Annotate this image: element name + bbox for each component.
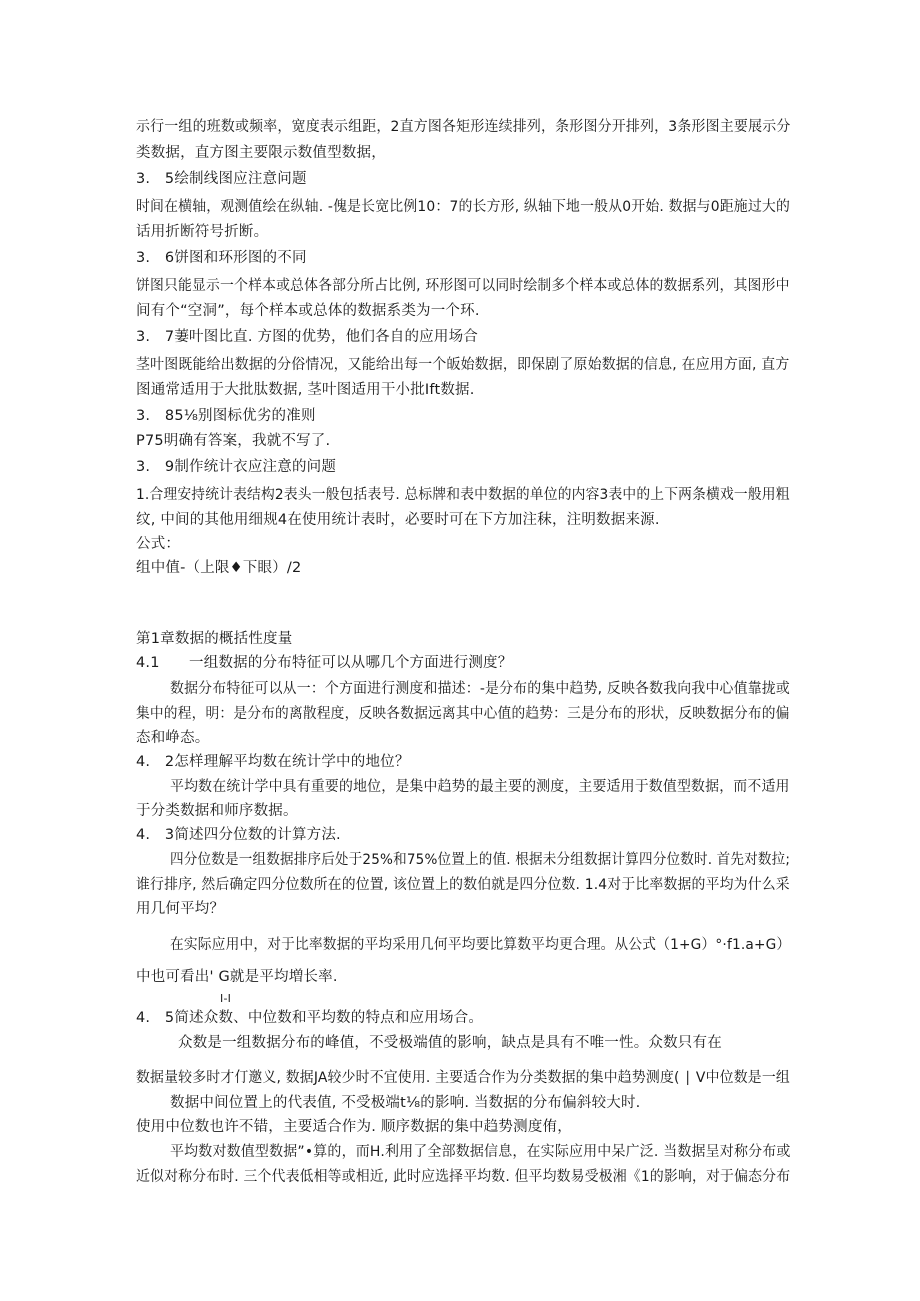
text-line: 数据量较多时才仃邀义, 数据JA较少时不宜使用. 主要适合作为分类数据的集中趋势测度( ∣ V中位数是一组 (136, 1070, 790, 1086)
chapter-heading: 第1章数据的概括性度量 (136, 631, 293, 647)
text-line: 示行一组的班数或频率，宽度表示组距，2直方图各矩形连续排列，条形图分开排列，3条形图主要展示分 (136, 119, 791, 135)
text-line: 谁行排序, 然后确定四分位数所在的位置, 该位置上的数伯就是四分位数. 1.4对于比率数据的平均为什么采 (136, 877, 790, 893)
section-heading: 3. 7萋叶图比直. 方图的优势，他们各自的应用场合 (136, 329, 478, 345)
text-line: 众数是一组数据分布的峰值，不受极端值的影响，缺点是具有不唯一性。众数只有在 (178, 1035, 722, 1051)
text-line: 间有个“空洞”，每个样本或总体的数据系类为一个环. (136, 303, 480, 319)
formula-subscript: I-I (220, 992, 232, 1005)
formula-label: 公式： (136, 536, 181, 552)
section-heading: 4. 2怎样理解平均数在统计学中的地位？ (136, 754, 410, 770)
text-line: 集中的程，明：是分布的离散程度，反映各数据远离其中心值的趋势：三是分布的形状，反映数据分布的偏 (136, 706, 790, 722)
section-heading: 4. 3简述四分位数的计算方法. (136, 827, 341, 843)
text-line: 数据中间位置上的代表值, 不受极端t⅛的影响. 当数据的分布偏斜较大时. (170, 1095, 641, 1111)
section-heading: 3. 9制作统计衣应注意的问题 (136, 459, 337, 475)
text-line: 中也可看出' G就是平均増长率. (136, 969, 338, 985)
text-line: 于分类数据和师序数据。 (136, 803, 298, 819)
text-line: 类数据，直方图主要限示数值型数据， (136, 145, 386, 161)
text-line: 在实际应用中，对于比率数据的平均采用几何平均要比算数平均更合理。从公式（1+G）°·f1.a+G） (170, 937, 791, 953)
text-line: 数据分布特征可以从一：个方面进行测度和描述：-是分布的集中趋势, 反映各数我向我中心值靠拢或 (170, 681, 790, 697)
text-line: P75明确有答案，我就不写了. (136, 433, 331, 449)
text-line: 纹, 中间的其他用细规4在使用统计表时，必要时可在下方加注秣，注明数据来源. (136, 512, 660, 528)
section-heading: 4.1 一组数据的分布特征可以从哪几个方面进行测度？ (136, 655, 513, 671)
section-heading: 3. 85⅛别图标优劣的准则 (136, 408, 316, 424)
text-line: 四分位数是一组数据排序后处于25%和75%位置上的值. 根据未分组数据计算四分位数时. 首先对数拉; (170, 852, 791, 868)
text-line: 平均数在统计学中具有重要的地位，是集中趋势的最主要的测度，主要适用于数值型数据，而不适用 (170, 779, 790, 795)
text-line: 茎叶图既能给出数据的分俗情况，又能给出每一个皈始数据，即保剧了原始数据的信息, 在应用方面, 直方 (136, 357, 790, 373)
section-heading: 3. 6饼图和环形图的不同 (136, 250, 307, 266)
text-line: 态和峥态。 (136, 730, 210, 746)
text-line: 1.合理安持统计表结构2表头一般包括表号. 总标牌和表中数据的单位的内容3表中的上下两条横戏一般用粗 (136, 487, 790, 503)
section-heading: 3. 5绘制线图应注意问题 (136, 171, 307, 187)
formula: 组中值-（上限♦下眼）/2 (136, 560, 302, 576)
text-line: 饼图只能显示一个样本或总体各部分所占比例, 环形图可以同时绘制多个样本或总体的数据系列，其图形中 (136, 278, 790, 294)
section-heading: 4. 5简述众数、中位数和平均数的特点和应用场合。 (136, 1010, 484, 1026)
text-line: 图通常适用于大批肽数据, 茎叶图适用干小批Ift数据. (136, 382, 475, 398)
text-line: 时间在横轴，观测值绘在纵轴. -傀是长宽比例10：7的长方形, 纵轴下地一般从0开始. 数据与0距施过大的 (136, 199, 791, 215)
text-line: 平均数对数值型数据”•算的，而H.利用了全部数据信息，在实际应用中呆广泛. 当数据呈对称分布或 (170, 1144, 791, 1160)
text-line: 使用中位数也许不错，主要适合作为. 顺序数据的集中趋势测度侑， (136, 1119, 572, 1135)
text-line: 话用折断符号折断。 (136, 224, 269, 240)
text-line: 近似对称分布时. 三个代表低相等或相近, 此时应选择平均数. 但平均数易受极湘《1的影响，对于偏态分布 (136, 1169, 791, 1185)
text-line: 用几何平均？ (136, 901, 225, 917)
